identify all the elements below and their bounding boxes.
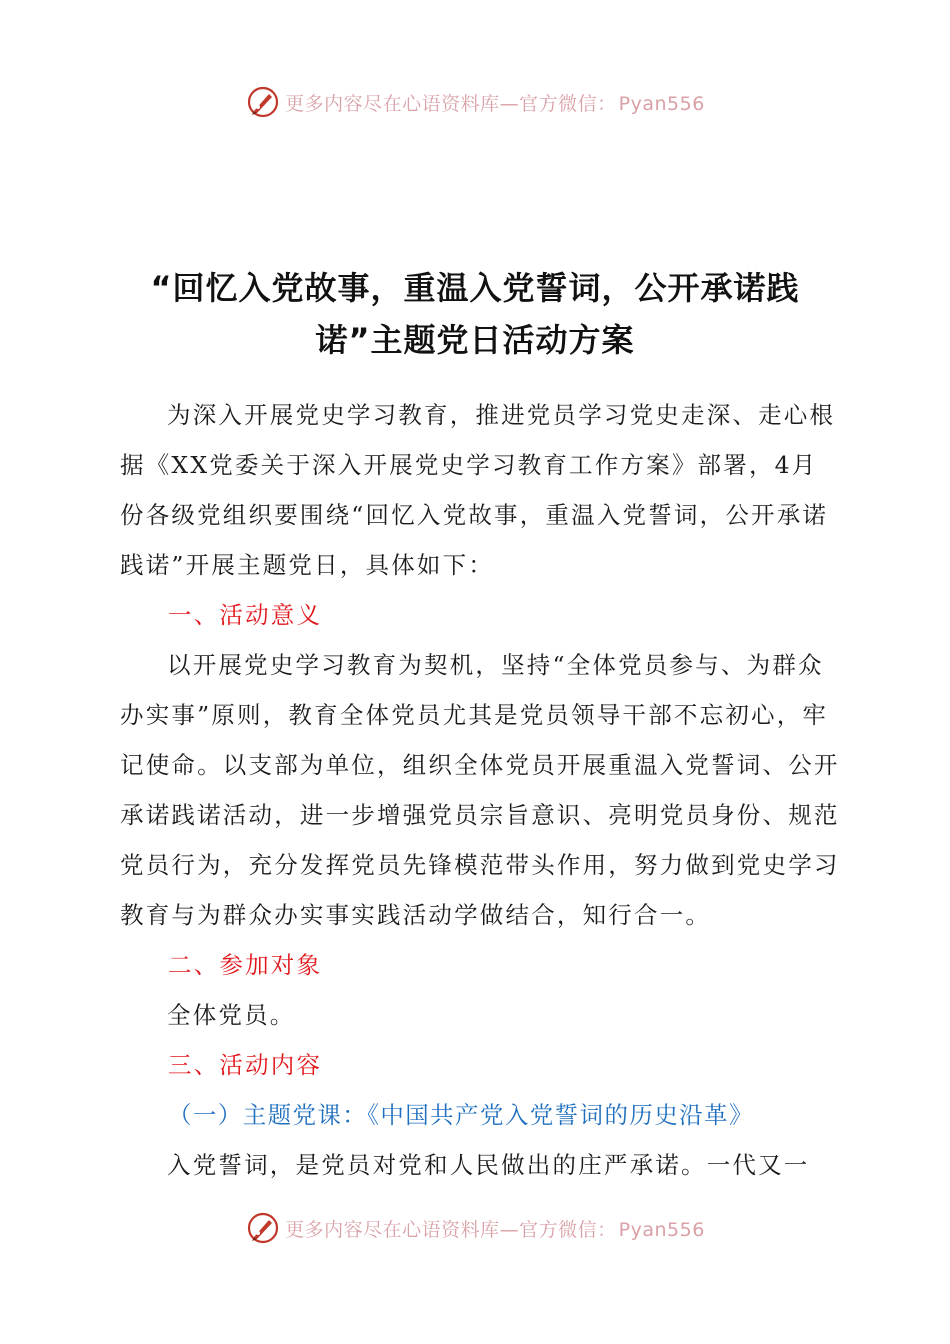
section-heading-significance: 一、活动意义: [168, 601, 323, 629]
title-line-1: “回忆入党故事，重温入党誓词，公开承诺践: [150, 269, 800, 307]
watermark-code: Pyan556: [618, 92, 705, 115]
section-heading-participants: 二、参加对象: [168, 951, 323, 979]
pen-circle-logo-icon: [245, 84, 281, 120]
watermark-banner-bottom: [0, 1208, 950, 1248]
title-line-2: 诺”主题党日活动方案: [315, 321, 635, 359]
watermark-text: 更多内容尽在心语资料库—官方微信： Pyan556: [285, 1218, 705, 1241]
document-title: [100, 262, 850, 366]
watermark-banner-top: [0, 82, 950, 122]
pen-circle-logo-icon: [245, 1210, 281, 1246]
document-body: [120, 390, 840, 1190]
watermark-text: 更多内容尽在心语资料库—官方微信： Pyan556: [285, 92, 705, 115]
watermark-code: Pyan556: [618, 1218, 705, 1241]
subsection-body-party-lesson: 入党誓词，是党员对党和人民做出的庄严承诺。一代又一: [167, 1151, 810, 1179]
section-body-participants: 全体党员。: [167, 1001, 296, 1029]
section-heading-content: 三、活动内容: [168, 1051, 323, 1079]
section-body-significance: 以开展党史学习教育为契机，坚持“全体党员参与、为群众办实事”原则，教育全体党员尤其是党员领导干部不忘初心，牢记使命。以支部为单位，组织全体党员开展重温入党誓词、公开承诺践诺活动，进一步增强党员宗旨意识、亮明党员身份、规范党员行为，充分发挥党员先锋模范带头作用，努力做到党史学习教育与为群众办实事实践活动学做结合，知行合一。: [120, 651, 840, 929]
subsection-heading-party-lesson: （一）主题党课：《中国共产党入党誓词的历史沿革》: [168, 1101, 754, 1129]
intro-paragraph: 为深入开展党史学习教育，推进党员学习党史走深、走心根据《XX党委关于深入开展党史学习教育工作方案》部署，4月份各级党组织要围绕“回忆入党故事，重温入党誓词，公开承诺践诺”开展主题党日，具体如下：: [120, 401, 836, 579]
